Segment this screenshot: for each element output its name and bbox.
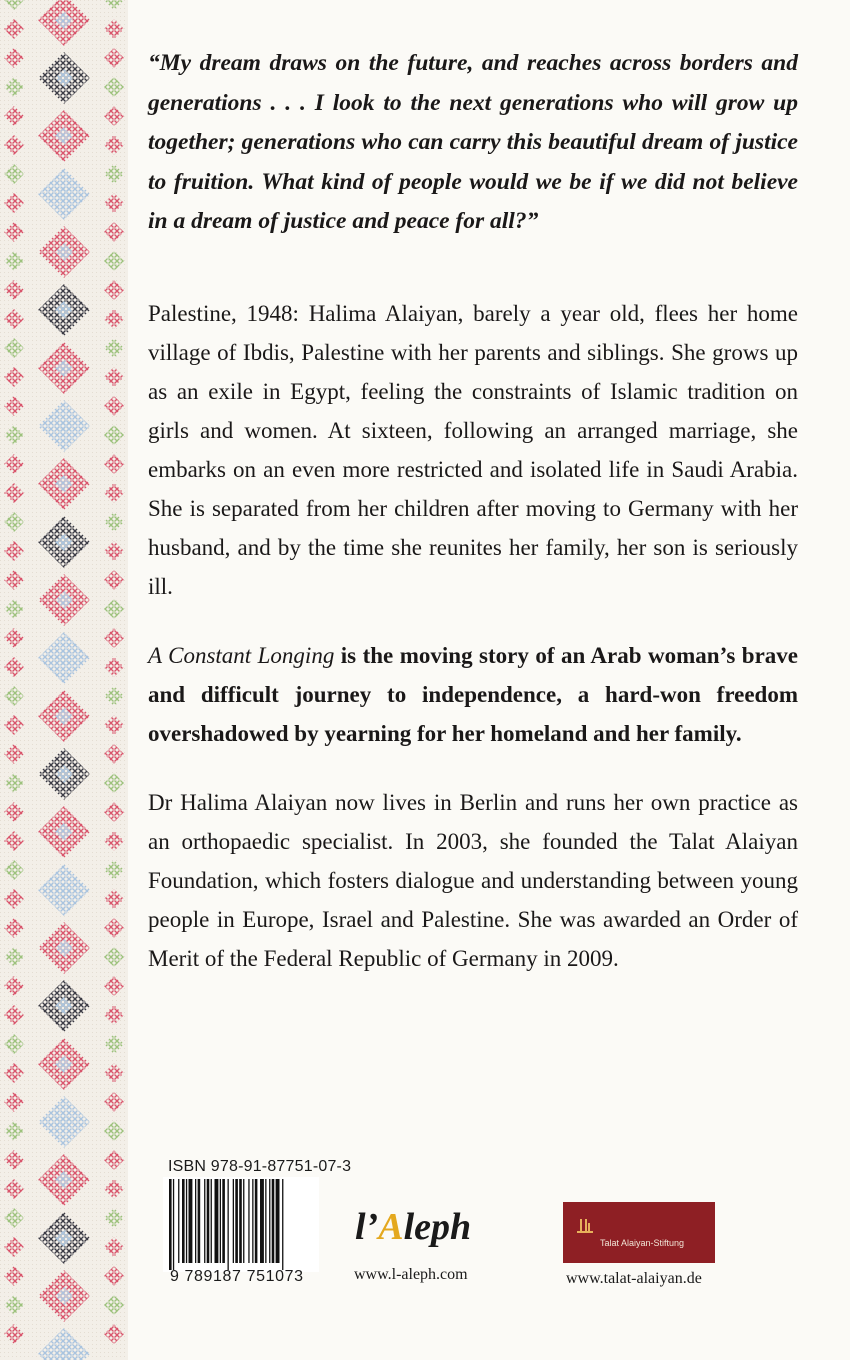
- barcode-bar: [276, 1179, 280, 1263]
- foundation-url[interactable]: www.talat-alaiyan.de: [566, 1270, 702, 1287]
- book-description-text: is the moving story of an Arab woman’s brave and difficult journey to independence, a hard-won freedom overshadowed by yearning for her homeland and her family.: [148, 642, 798, 746]
- summary-paragraph: Palestine, 1948: Halima Alaiyan, barely a year old, flees her home village of Ibdis, Palestine with her parents and siblings. She grows up as an exile in Egypt, feeling the constraints of Islamic tradition on girls and women. At sixteen, following an arranged marriage, she embarks on an even more restricted and isolated life in Saudi Arabia. She is separated from her children after moving to Germany with her husband, and by the time she reunites her family, her son is seriously ill.: [148, 300, 798, 599]
- barcode-bar: [265, 1179, 266, 1263]
- barcode-bar: [182, 1179, 185, 1263]
- barcode-bar: [243, 1179, 244, 1263]
- barcode-bar: [215, 1179, 219, 1263]
- foundation-emblem-icon: [577, 1218, 593, 1236]
- barcode-bar: [207, 1179, 210, 1263]
- author-bio-paragraph: Dr Halima Alaiyan now lives in Berlin and runs her own practice as an orthopaedic specialist. In 2003, she founded the Talat Alaiyan Foundation, which fosters dialogue and understanding between young people in Europe, Israel and Palestine. She was awarded an Order of Merit of the Federal Republic of Germany in 2009.: [148, 789, 798, 971]
- book-description-paragraph: [148, 636, 798, 753]
- barcode-bar: [260, 1179, 264, 1263]
- text-block: [148, 44, 798, 978]
- barcode-bar: [195, 1179, 196, 1263]
- barcode-bar: [178, 1179, 179, 1263]
- barcode-bar: [252, 1179, 253, 1263]
- foundation-name: Talat Alaiyan-Stiftung: [600, 1238, 685, 1248]
- barcode-digits: 9 789187 751073: [170, 1268, 304, 1285]
- barcode-bar: [239, 1179, 242, 1263]
- barcode-bar: [211, 1179, 212, 1263]
- publisher-logo-accent: A: [378, 1206, 404, 1248]
- book-title: A Constant Longing: [148, 642, 335, 668]
- barcode-bar: [186, 1179, 187, 1263]
- barcode-bar: [173, 1179, 174, 1270]
- barcode-bar: [233, 1179, 234, 1263]
- publisher-logo-prefix: l’: [355, 1206, 379, 1248]
- barcode-bar: [204, 1179, 205, 1263]
- embroidery-border: [0, 0, 128, 1360]
- publisher-url[interactable]: www.l-aleph.com: [354, 1266, 468, 1283]
- barcode-bar: [189, 1179, 193, 1263]
- barcode-bar: [282, 1179, 283, 1270]
- isbn-barcode: [163, 1177, 319, 1272]
- barcode-bar: [222, 1179, 225, 1263]
- author-quote: “My dream draws on the future, and reaches across borders and generations . . . I look to the next generations who will grow up together; generations who can carry this beautiful dream of justice to fruition. What kind of people would we be if we did not believe in a dream of justice and peace for all?”: [148, 50, 798, 234]
- isbn-label: ISBN 978-91-87751-07-3: [168, 1158, 352, 1175]
- barcode-bar: [220, 1179, 221, 1263]
- barcode-bar: [269, 1179, 270, 1263]
- foundation-logo: [563, 1202, 715, 1263]
- barcode-bar: [169, 1179, 172, 1270]
- barcode-bar: [248, 1179, 249, 1263]
- barcode-bar: [235, 1179, 238, 1263]
- barcode-bar: [198, 1179, 201, 1263]
- barcode-bar: [272, 1179, 275, 1263]
- barcode-bar: [228, 1179, 229, 1270]
- publisher-logo: [355, 1205, 471, 1249]
- barcode-bar: [255, 1179, 258, 1263]
- publisher-logo-suffix: leph: [403, 1206, 472, 1248]
